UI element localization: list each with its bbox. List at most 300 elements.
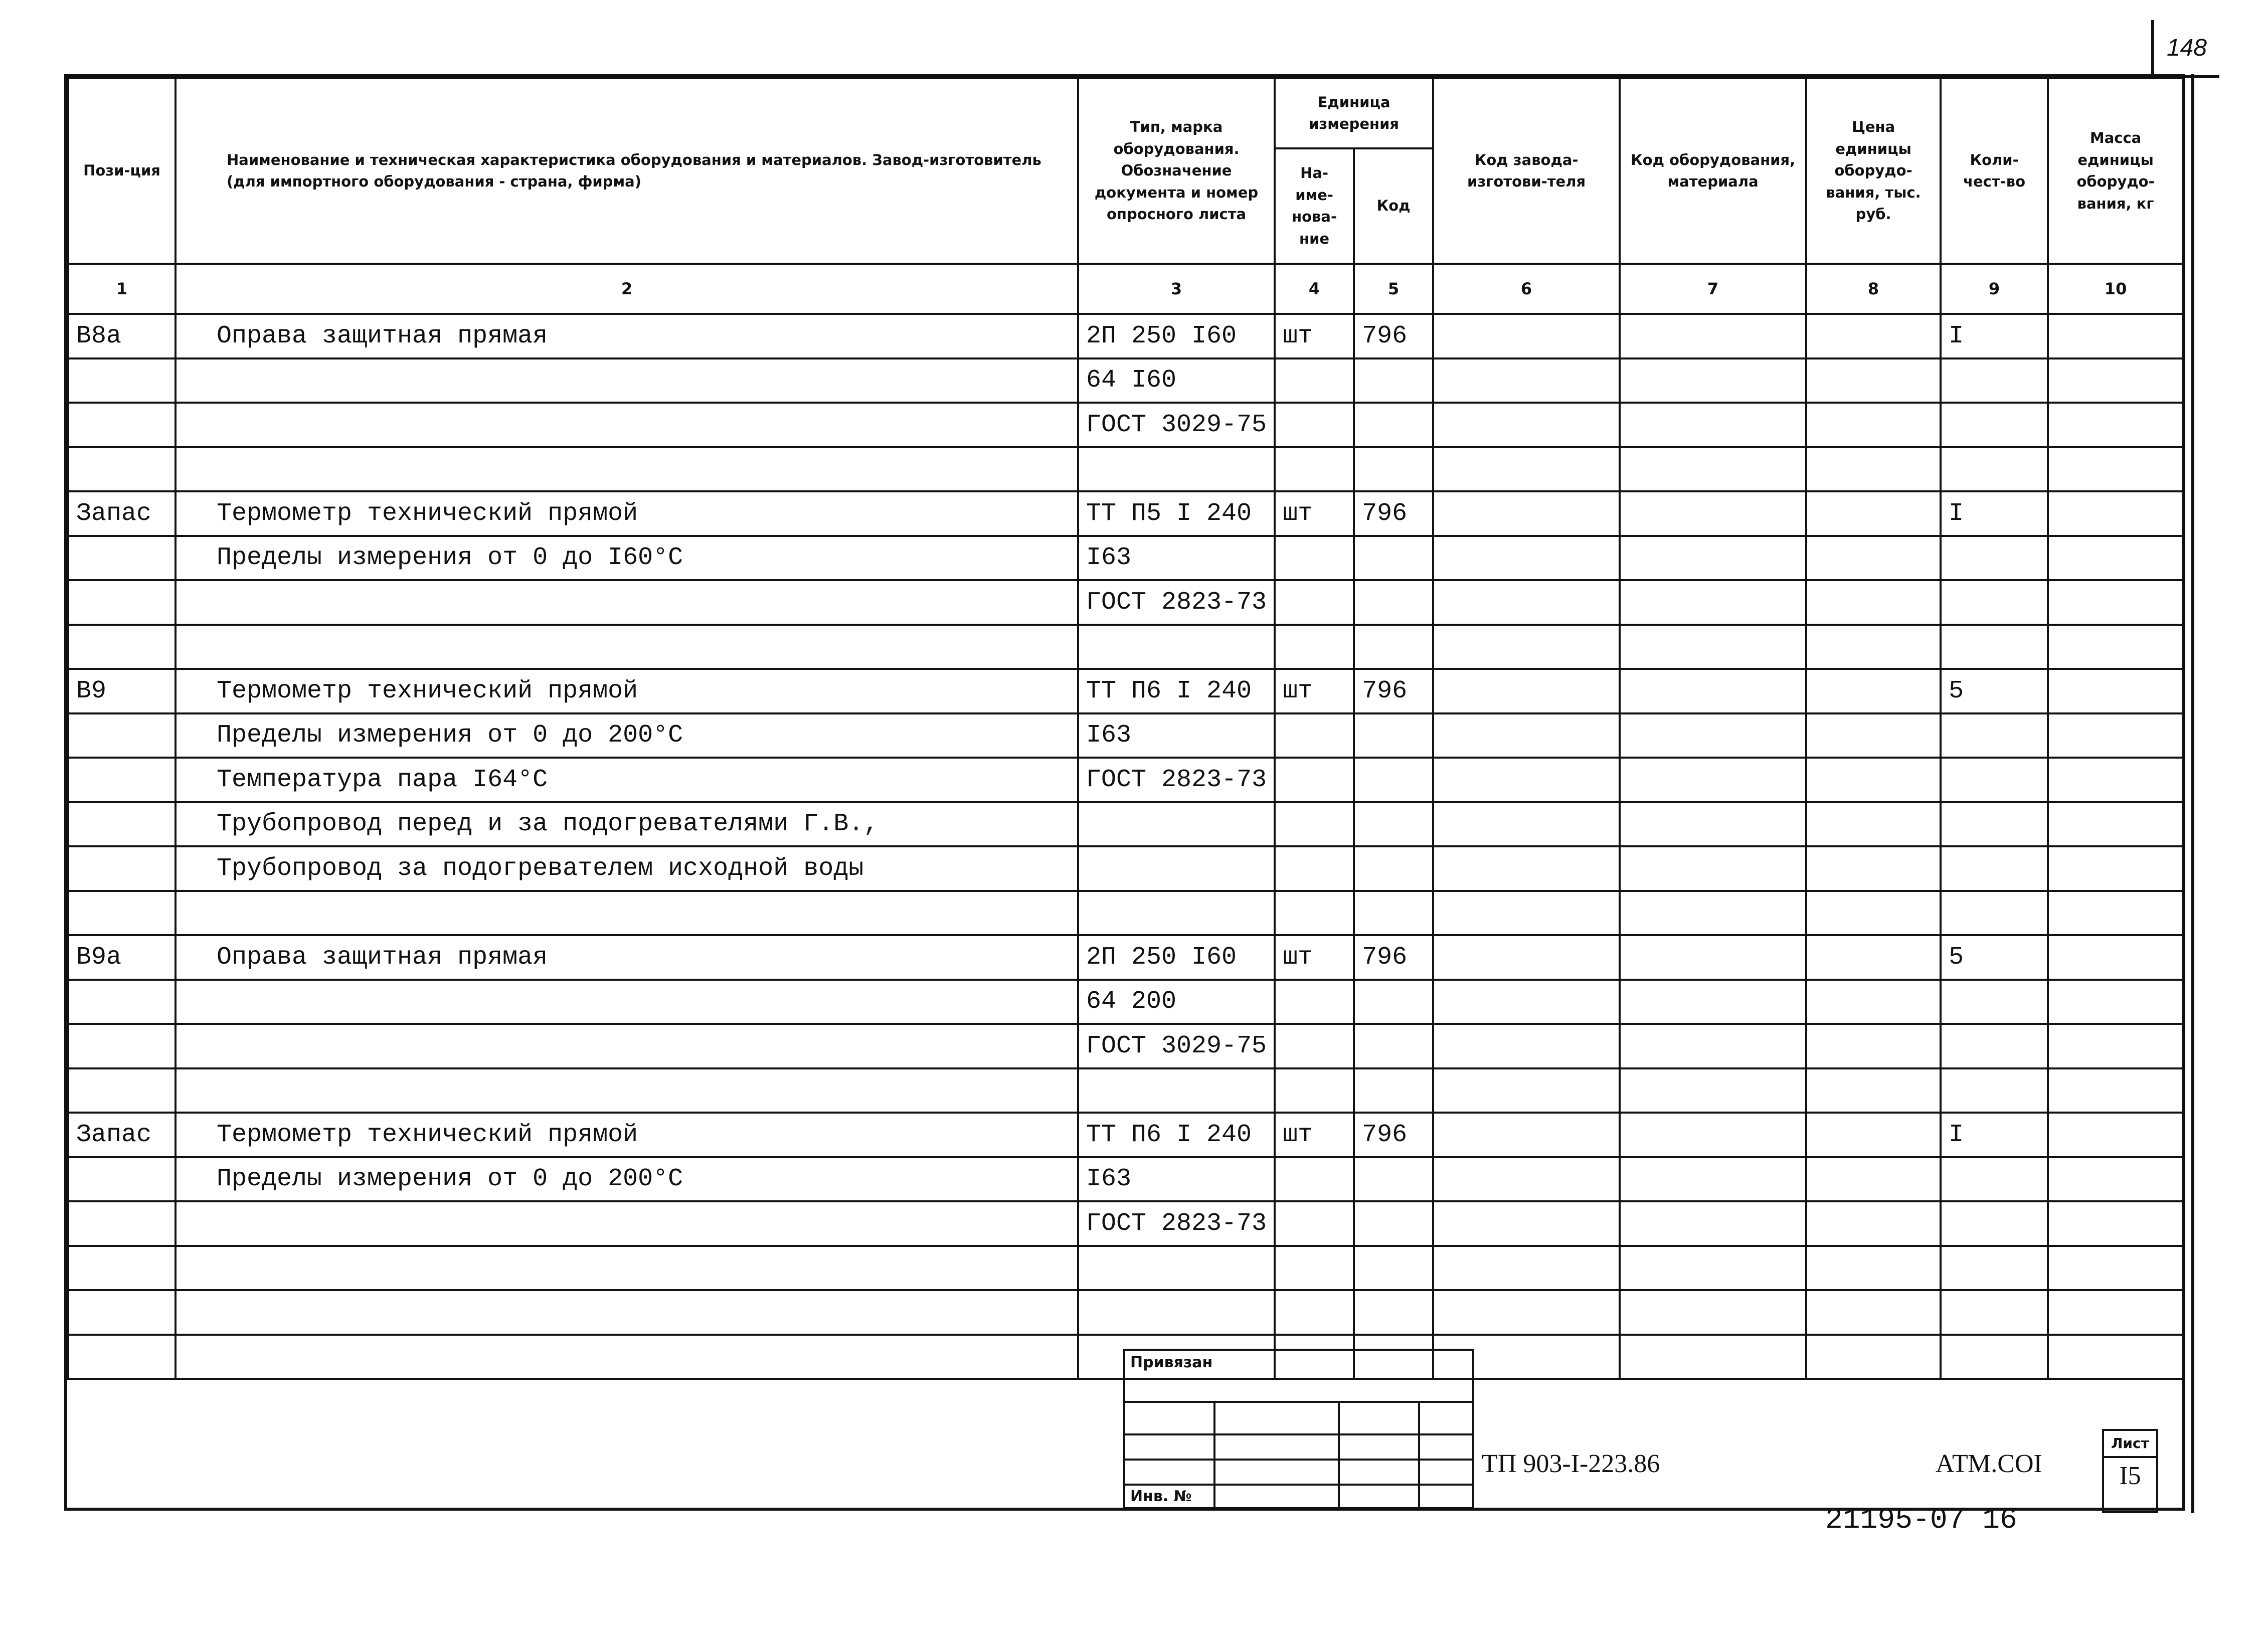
- document-mark: АТМ.СОI: [1936, 1450, 2042, 1478]
- table-row: [68, 447, 2183, 492]
- cell-equipment-code: [1620, 1068, 1806, 1113]
- table-row: [68, 358, 2183, 403]
- cell-quantity: [1941, 802, 2048, 847]
- cell-mass: [2048, 713, 2183, 758]
- table-row: [68, 980, 2183, 1024]
- cell-equipment-code: [1620, 1246, 1806, 1291]
- cell-price: [1806, 891, 1941, 936]
- cell-unit-code: [1354, 846, 1433, 891]
- cell-mass: [2048, 891, 2183, 936]
- cell-name: Трубопровод перед и за подогревателями Г.В.,: [176, 802, 1078, 847]
- table-row: [68, 758, 2183, 802]
- stamp-bound-label: Привязан: [1130, 1354, 1213, 1371]
- column-number: 8: [1806, 264, 1941, 314]
- cell-unit-code: [1354, 758, 1433, 802]
- cell-name: Трубопровод за подогревателем исходной воды: [176, 846, 1078, 891]
- cell-price: [1806, 1335, 1941, 1379]
- cell-unit: [1275, 1201, 1354, 1246]
- cell-position: [68, 891, 176, 936]
- cell-unit-code: 796: [1354, 935, 1433, 980]
- col-header-type: Тип, марка оборудования. Обозначение документа и номер опросного листа: [1078, 78, 1275, 264]
- cell-quantity: [1941, 891, 2048, 936]
- cell-name: [176, 1201, 1078, 1246]
- cell-name: [176, 358, 1078, 403]
- cell-equipment-code: [1620, 536, 1806, 581]
- cell-name: [176, 1335, 1078, 1379]
- cell-price: [1806, 1024, 1941, 1068]
- cell-position: [68, 403, 176, 447]
- cell-name: [176, 1246, 1078, 1291]
- archive-number: 21195-07 16: [1825, 1504, 2017, 1537]
- cell-price: [1806, 758, 1941, 802]
- cell-position: [68, 1246, 176, 1291]
- cell-price: [1806, 802, 1941, 847]
- sheet-number: I5: [2119, 1462, 2141, 1490]
- stamp-rule: [1125, 1433, 1472, 1435]
- cell-unit: [1275, 1157, 1354, 1202]
- cell-unit-code: [1354, 580, 1433, 625]
- cell-unit-code: [1354, 1068, 1433, 1113]
- cell-name: [176, 1024, 1078, 1068]
- cell-type: [1078, 802, 1275, 847]
- cell-mass: [2048, 1113, 2183, 1157]
- cell-equipment-code: [1620, 713, 1806, 758]
- cell-unit: [1275, 536, 1354, 581]
- cell-position: [68, 1157, 176, 1202]
- cell-manufacturer-code: [1433, 625, 1620, 669]
- cell-name: [176, 625, 1078, 669]
- table-row: [68, 1024, 2183, 1068]
- col-header-quantity: Коли-чест-во: [1941, 78, 2048, 264]
- cell-equipment-code: [1620, 1113, 1806, 1157]
- cell-position: [68, 580, 176, 625]
- cell-price: [1806, 935, 1941, 980]
- table-row: [68, 580, 2183, 625]
- cell-quantity: [1941, 403, 2048, 447]
- cell-name: [176, 447, 1078, 492]
- sheet-label: Лист: [2104, 1431, 2156, 1458]
- cell-mass: [2048, 447, 2183, 492]
- cell-manufacturer-code: [1433, 447, 1620, 492]
- document-code: ТП 903-I-223.86: [1482, 1450, 1660, 1478]
- cell-unit-code: [1354, 1246, 1433, 1291]
- cell-position: Запас: [68, 1113, 176, 1157]
- cell-quantity: [1941, 536, 2048, 581]
- cell-position: [68, 1024, 176, 1068]
- cell-quantity: [1941, 625, 2048, 669]
- table-row: [68, 536, 2183, 581]
- cell-unit-code: [1354, 358, 1433, 403]
- cell-quantity: [1941, 846, 2048, 891]
- table-row: [68, 713, 2183, 758]
- cell-mass: [2048, 846, 2183, 891]
- cell-mass: [2048, 802, 2183, 847]
- cell-equipment-code: [1620, 1024, 1806, 1068]
- cell-manufacturer-code: [1433, 358, 1620, 403]
- cell-equipment-code: [1620, 758, 1806, 802]
- cell-unit-code: [1354, 625, 1433, 669]
- cell-unit: [1275, 358, 1354, 403]
- table-row: [68, 1201, 2183, 1246]
- cell-name: Термометр технический прямой: [176, 669, 1078, 713]
- cell-unit-code: [1354, 891, 1433, 936]
- col-header-equipment-code: Код оборудования, материала: [1620, 78, 1806, 264]
- cell-unit: шт: [1275, 935, 1354, 980]
- cell-unit-code: [1354, 1201, 1433, 1246]
- cell-quantity: [1941, 1246, 2048, 1291]
- cell-quantity: [1941, 447, 2048, 492]
- cell-mass: [2048, 935, 2183, 980]
- cell-unit: [1275, 580, 1354, 625]
- table-row: [68, 802, 2183, 847]
- cell-unit: [1275, 846, 1354, 891]
- cell-mass: [2048, 1157, 2183, 1202]
- cell-name: Температура пара I64°С: [176, 758, 1078, 802]
- column-number: 1: [68, 264, 176, 314]
- cell-quantity: I: [1941, 1113, 2048, 1157]
- column-number: 9: [1941, 264, 2048, 314]
- cell-unit-code: [1354, 1024, 1433, 1068]
- cell-mass: [2048, 1068, 2183, 1113]
- cell-price: [1806, 1201, 1941, 1246]
- cell-unit: [1275, 891, 1354, 936]
- cell-manufacturer-code: [1433, 314, 1620, 358]
- cell-name: Термометр технический прямой: [176, 491, 1078, 536]
- cell-quantity: [1941, 358, 2048, 403]
- cell-mass: [2048, 1024, 2183, 1068]
- cell-mass: [2048, 536, 2183, 581]
- cell-type: I63: [1078, 536, 1275, 581]
- cell-unit-code: [1354, 1290, 1433, 1335]
- cell-quantity: I: [1941, 491, 2048, 536]
- cell-manufacturer-code: [1433, 1246, 1620, 1291]
- cell-position: [68, 1068, 176, 1113]
- cell-unit-code: [1354, 802, 1433, 847]
- cell-mass: [2048, 1246, 2183, 1291]
- cell-type: ТТ П6 I 240: [1078, 669, 1275, 713]
- cell-unit-code: 796: [1354, 669, 1433, 713]
- table-row: [68, 625, 2183, 669]
- cell-manufacturer-code: [1433, 758, 1620, 802]
- column-number: 10: [2048, 264, 2183, 314]
- cell-equipment-code: [1620, 1290, 1806, 1335]
- cell-type: ТТ П6 I 240: [1078, 1113, 1275, 1157]
- cell-equipment-code: [1620, 1201, 1806, 1246]
- column-number: 6: [1433, 264, 1620, 314]
- cell-equipment-code: [1620, 1157, 1806, 1202]
- cell-name: [176, 1068, 1078, 1113]
- cell-type: 64 200: [1078, 980, 1275, 1024]
- cell-unit: шт: [1275, 1113, 1354, 1157]
- cell-name: [176, 403, 1078, 447]
- column-number: 4: [1275, 264, 1354, 314]
- cell-mass: [2048, 758, 2183, 802]
- cell-equipment-code: [1620, 935, 1806, 980]
- cell-position: [68, 358, 176, 403]
- cell-type: I63: [1078, 713, 1275, 758]
- cell-type: 2П 250 I60: [1078, 314, 1275, 358]
- cell-price: [1806, 447, 1941, 492]
- cell-manufacturer-code: [1433, 935, 1620, 980]
- cell-equipment-code: [1620, 802, 1806, 847]
- cell-manufacturer-code: [1433, 580, 1620, 625]
- cell-unit-code: [1354, 1157, 1433, 1202]
- cell-quantity: [1941, 1068, 2048, 1113]
- table-row: [68, 403, 2183, 447]
- cell-type: [1078, 891, 1275, 936]
- cell-mass: [2048, 358, 2183, 403]
- cell-unit: [1275, 403, 1354, 447]
- stamp-rule: [1125, 1401, 1472, 1403]
- col-header-name: Наименование и техническая характеристика оборудования и материалов. Завод-изготовитель (для импортного оборудования - страна, фирма): [176, 78, 1078, 264]
- cell-quantity: I: [1941, 314, 2048, 358]
- cell-equipment-code: [1620, 891, 1806, 936]
- cell-unit-code: [1354, 536, 1433, 581]
- cell-price: [1806, 713, 1941, 758]
- cell-type: I63: [1078, 1157, 1275, 1202]
- cell-position: [68, 536, 176, 581]
- cell-unit-code: [1354, 447, 1433, 492]
- cell-quantity: [1941, 1157, 2048, 1202]
- cell-price: [1806, 580, 1941, 625]
- cell-position: В9: [68, 669, 176, 713]
- cell-name: [176, 891, 1078, 936]
- stamp-rule: [1125, 1484, 1472, 1486]
- cell-type: [1078, 1068, 1275, 1113]
- stamp-rule: [1125, 1459, 1472, 1461]
- cell-type: 64 I60: [1078, 358, 1275, 403]
- cell-manufacturer-code: [1433, 1290, 1620, 1335]
- cell-type: ГОСТ 3029-75: [1078, 1024, 1275, 1068]
- cell-mass: [2048, 314, 2183, 358]
- cell-price: [1806, 491, 1941, 536]
- cell-price: [1806, 1157, 1941, 1202]
- cell-price: [1806, 669, 1941, 713]
- cell-manufacturer-code: [1433, 1068, 1620, 1113]
- cell-mass: [2048, 669, 2183, 713]
- page-number: 148: [2151, 20, 2219, 78]
- cell-position: [68, 713, 176, 758]
- cell-equipment-code: [1620, 314, 1806, 358]
- cell-position: В9а: [68, 935, 176, 980]
- col-header-unit-code: Код: [1354, 148, 1433, 264]
- cell-name: Пределы измерения от 0 до 200°С: [176, 1157, 1078, 1202]
- table-row: [68, 669, 2183, 713]
- cell-manufacturer-code: [1433, 846, 1620, 891]
- cell-quantity: [1941, 713, 2048, 758]
- specification-table: [67, 77, 2184, 1380]
- cell-manufacturer-code: [1433, 1201, 1620, 1246]
- cell-name: [176, 580, 1078, 625]
- cell-type: [1078, 625, 1275, 669]
- table-row: [68, 846, 2183, 891]
- cell-price: [1806, 1068, 1941, 1113]
- sheet-number-box: [2102, 1429, 2158, 1513]
- cell-manufacturer-code: [1433, 1024, 1620, 1068]
- cell-price: [1806, 625, 1941, 669]
- binding-stamp: [1123, 1349, 1474, 1509]
- table-row: [68, 935, 2183, 980]
- cell-price: [1806, 314, 1941, 358]
- cell-unit-code: 796: [1354, 491, 1433, 536]
- cell-name: Пределы измерения от 0 до 200°С: [176, 713, 1078, 758]
- cell-manufacturer-code: [1433, 713, 1620, 758]
- table-row: [68, 1246, 2183, 1291]
- cell-equipment-code: [1620, 625, 1806, 669]
- table-row: [68, 1157, 2183, 1202]
- cell-quantity: [1941, 580, 2048, 625]
- specification-body: [68, 314, 2183, 1379]
- cell-position: [68, 1201, 176, 1246]
- cell-unit-code: 796: [1354, 1113, 1433, 1157]
- cell-unit: [1275, 1246, 1354, 1291]
- cell-position: [68, 1335, 176, 1379]
- stamp-rule: [1418, 1403, 1420, 1507]
- cell-position: Запас: [68, 491, 176, 536]
- cell-mass: [2048, 491, 2183, 536]
- cell-unit: [1275, 625, 1354, 669]
- cell-unit: [1275, 802, 1354, 847]
- cell-unit-code: [1354, 403, 1433, 447]
- cell-manufacturer-code: [1433, 536, 1620, 581]
- col-header-position: Пози-ция: [68, 78, 176, 264]
- cell-price: [1806, 536, 1941, 581]
- cell-manufacturer-code: [1433, 1113, 1620, 1157]
- cell-unit: [1275, 1068, 1354, 1113]
- cell-position: [68, 758, 176, 802]
- cell-name: [176, 980, 1078, 1024]
- cell-quantity: [1941, 980, 2048, 1024]
- cell-quantity: 5: [1941, 935, 2048, 980]
- cell-quantity: [1941, 1290, 2048, 1335]
- stamp-inv-label: Инв. №: [1130, 1488, 1192, 1505]
- cell-price: [1806, 358, 1941, 403]
- table-row: [68, 1290, 2183, 1335]
- cell-position: [68, 447, 176, 492]
- col-header-unit-group: Единица измерения: [1275, 78, 1433, 148]
- column-number-row: [68, 264, 2183, 314]
- cell-quantity: 5: [1941, 669, 2048, 713]
- cell-type: ГОСТ 2823-73: [1078, 580, 1275, 625]
- column-number: 7: [1620, 264, 1806, 314]
- cell-manufacturer-code: [1433, 980, 1620, 1024]
- cell-mass: [2048, 625, 2183, 669]
- cell-equipment-code: [1620, 846, 1806, 891]
- column-number: 2: [176, 264, 1078, 314]
- cell-type: 2П 250 I60: [1078, 935, 1275, 980]
- cell-type: [1078, 1246, 1275, 1291]
- cell-unit: шт: [1275, 669, 1354, 713]
- cell-position: [68, 980, 176, 1024]
- col-header-mass: Масса единицы оборудо-вания, кг: [2048, 78, 2183, 264]
- stamp-rule: [1213, 1403, 1215, 1507]
- cell-position: [68, 802, 176, 847]
- cell-name: Оправа защитная прямая: [176, 935, 1078, 980]
- cell-price: [1806, 1113, 1941, 1157]
- cell-position: [68, 1290, 176, 1335]
- cell-type: ГОСТ 2823-73: [1078, 1201, 1275, 1246]
- cell-unit: [1275, 447, 1354, 492]
- cell-manufacturer-code: [1433, 891, 1620, 936]
- cell-unit-code: 796: [1354, 314, 1433, 358]
- cell-type: [1078, 1290, 1275, 1335]
- cell-unit: [1275, 758, 1354, 802]
- cell-unit: [1275, 980, 1354, 1024]
- cell-unit-code: [1354, 980, 1433, 1024]
- col-header-unit-name: На-име-нова-ние: [1275, 148, 1354, 264]
- cell-quantity: [1941, 1024, 2048, 1068]
- cell-equipment-code: [1620, 403, 1806, 447]
- cell-type: ТТ П5 I 240: [1078, 491, 1275, 536]
- cell-mass: [2048, 403, 2183, 447]
- cell-position: В8а: [68, 314, 176, 358]
- cell-name: Пределы измерения от 0 до I60°С: [176, 536, 1078, 581]
- cell-equipment-code: [1620, 491, 1806, 536]
- cell-equipment-code: [1620, 1335, 1806, 1379]
- cell-name: Термометр технический прямой: [176, 1113, 1078, 1157]
- cell-type: [1078, 846, 1275, 891]
- cell-price: [1806, 403, 1941, 447]
- cell-manufacturer-code: [1433, 669, 1620, 713]
- cell-position: [68, 625, 176, 669]
- cell-manufacturer-code: [1433, 1157, 1620, 1202]
- cell-price: [1806, 846, 1941, 891]
- cell-type: ГОСТ 2823-73: [1078, 758, 1275, 802]
- cell-mass: [2048, 580, 2183, 625]
- cell-quantity: [1941, 758, 2048, 802]
- cell-mass: [2048, 1335, 2183, 1379]
- table-row: [68, 1113, 2183, 1157]
- cell-unit: [1275, 713, 1354, 758]
- column-number: 5: [1354, 264, 1433, 314]
- cell-type: [1078, 447, 1275, 492]
- table-row: [68, 491, 2183, 536]
- cell-unit: шт: [1275, 491, 1354, 536]
- cell-equipment-code: [1620, 447, 1806, 492]
- col-header-price: Цена единицы оборудо-вания, тыс. руб.: [1806, 78, 1941, 264]
- cell-position: [68, 846, 176, 891]
- cell-quantity: [1941, 1335, 2048, 1379]
- table-row: [68, 891, 2183, 936]
- table-row: [68, 1068, 2183, 1113]
- column-number: 3: [1078, 264, 1275, 314]
- cell-unit: [1275, 1290, 1354, 1335]
- cell-equipment-code: [1620, 358, 1806, 403]
- cell-mass: [2048, 980, 2183, 1024]
- cell-price: [1806, 1246, 1941, 1291]
- cell-unit-code: [1354, 713, 1433, 758]
- col-header-manufacturer-code: Код завода-изготови-теля: [1433, 78, 1620, 264]
- cell-name: [176, 1290, 1078, 1335]
- frame-right-rule: [2191, 74, 2194, 1513]
- cell-type: ГОСТ 3029-75: [1078, 403, 1275, 447]
- cell-price: [1806, 1290, 1941, 1335]
- cell-unit: шт: [1275, 314, 1354, 358]
- stamp-rule: [1338, 1403, 1340, 1507]
- cell-quantity: [1941, 1201, 2048, 1246]
- cell-mass: [2048, 1290, 2183, 1335]
- header-row: [68, 78, 2183, 148]
- table-row: [68, 314, 2183, 358]
- cell-manufacturer-code: [1433, 802, 1620, 847]
- cell-price: [1806, 980, 1941, 1024]
- cell-unit: [1275, 1024, 1354, 1068]
- cell-equipment-code: [1620, 580, 1806, 625]
- cell-mass: [2048, 1201, 2183, 1246]
- cell-equipment-code: [1620, 669, 1806, 713]
- cell-manufacturer-code: [1433, 491, 1620, 536]
- cell-name: Оправа защитная прямая: [176, 314, 1078, 358]
